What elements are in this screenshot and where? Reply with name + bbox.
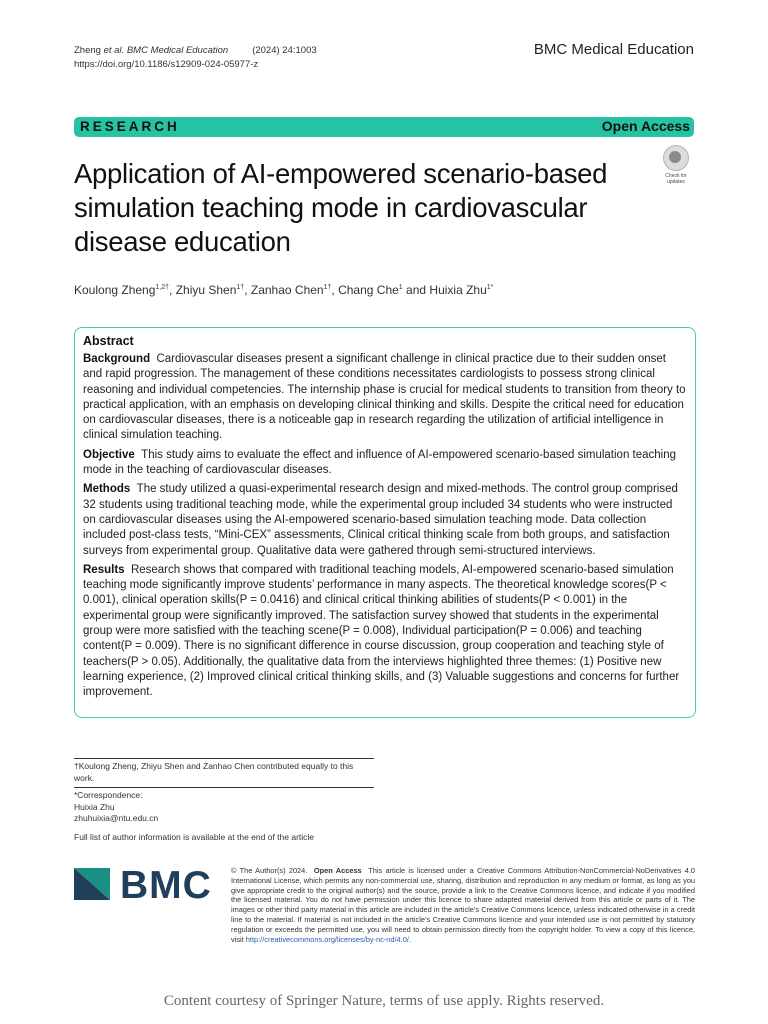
- author-sep: ,: [169, 283, 176, 297]
- author-affil: 1,2†: [155, 284, 170, 291]
- journal-name: BMC Medical Education: [533, 41, 694, 58]
- check-updates-label: Check for updates: [665, 173, 687, 185]
- license-text: [231, 866, 695, 944]
- citation-line: [74, 44, 317, 58]
- author-info-note: Full list of author information is available at the end of the article: [74, 832, 315, 842]
- section-label: RESEARCH: [80, 119, 180, 134]
- abstract-heading: Abstract: [83, 334, 134, 348]
- author-list: [74, 283, 493, 297]
- background-label: Background: [83, 353, 151, 365]
- author-affil: 1†: [323, 284, 332, 291]
- equal-contribution-note: †Koulong Zheng, Zhiyu Shen and Zanhao Chen contributed equally to this work.: [74, 758, 374, 784]
- open-access-label: Open Access: [601, 118, 690, 134]
- author-sep: ,: [244, 283, 251, 297]
- license-link[interactable]: http://creativecommons.org/licenses/by-nc-nd/4.0/: [245, 934, 409, 944]
- abstract-background: [83, 352, 687, 444]
- copyright: © The Author(s) 2024.: [231, 866, 308, 875]
- methods-text: The study utilized a quasi-experimental research design and mixed-methods. The control group comprised 32 students using traditional teaching mode, while the experimental group included 34 students who were instructed on cardiovascular diseases using the AI-empowered scenario-based simulation teaching mode. Data collection included post-class tests, “Mini-CEX” assessments, Clinical critical thinking scale from both groups, and satisfaction surveys from experimental group. Qualitative data were gathered through semi-structured interviews.: [83, 483, 678, 557]
- article-title: Application of AI-empowered scenario-based simulation teaching mode in cardiovascular disease education: [74, 158, 608, 257]
- license-body: This article is licensed under a Creative Commons Attribution-NonCommercial-NoDerivatives 4.0 International License, which permits any non-commercial use, sharing, distribution and reproduction in any medium or format, as long as you give appropriate credit to the original author(s) and the source, provide a link to the Creative Commons licence, and indicate if you modified the licensed material. You do not have permission under this licence to share adapted material derived from this article or parts of it. The images or other third party material in this article are included in the article’s Creative Commons licence, unless indicated otherwise in a credit line to the material. If material is not included in the article’s Creative Commons licence and your intended use is not permitted by statutory regulation or exceeds the permitted use, you will need to obtain permission directly from the copyright holder. To view a copy of this licence, visit: [231, 866, 696, 944]
- citation-block: [74, 44, 317, 72]
- author-name[interactable]: Koulong Zheng: [74, 283, 156, 297]
- bmc-logo: [74, 864, 214, 908]
- bmc-logo-icon: [74, 868, 114, 900]
- check-for-updates-button[interactable]: [657, 145, 695, 185]
- methods-label: Methods: [83, 483, 131, 496]
- citation-author: Zheng: [74, 45, 101, 56]
- author-name[interactable]: Zhiyu Shen: [175, 283, 237, 297]
- author-sep: and: [402, 283, 430, 297]
- bmc-logo-text: BMC: [120, 864, 212, 907]
- abstract-box: [74, 327, 696, 718]
- citation-volume: (2024) 24:1003: [252, 45, 317, 56]
- background-text: Cardiovascular diseases present a significant challenge in clinical practice due to their sudden onset and rapid progression. The management of these conditions necessitates cardiologists to possess strong clinical reasoning and individual competencies. The internship phase is crucial for medical students to transition from theory to practical application, with an emphasis on developing clinical thinking and skills. Despite the critical need for education on cardiovascular diseases, there is a noticeable gap in research regarding the utilization of artificial intelligence in clinical simulation teaching.: [83, 353, 686, 442]
- author-name[interactable]: Zanhao Chen: [250, 283, 324, 297]
- citation-journal: et al. BMC Medical Education: [103, 45, 229, 56]
- license-open-access: Open Access: [313, 866, 362, 875]
- doi-link[interactable]: https://doi.org/10.1186/s12909-024-05977-z: [74, 59, 259, 70]
- abstract-results: [83, 563, 687, 701]
- correspondence-label: *Correspondence:: [74, 790, 143, 800]
- author-name[interactable]: Chang Che: [338, 283, 399, 297]
- author-sep: ,: [331, 283, 339, 297]
- courtesy-notice: Content courtesy of Springer Nature, terms of use apply. Rights reserved.: [163, 993, 605, 1009]
- check-updates-icon: [663, 145, 689, 171]
- author-affil: 1†: [236, 284, 245, 291]
- correspondence-name: Huixia Zhu: [74, 801, 115, 812]
- correspondence-note: [74, 787, 374, 825]
- author-affil: 1: [398, 284, 403, 291]
- objective-label: Objective: [83, 448, 135, 461]
- section-banner: [74, 117, 694, 137]
- abstract-objective: [83, 448, 687, 479]
- objective-text: This study aims to evaluate the effect and influence of AI-empowered scenario-based simulation teaching mode in the teaching of cardiovascular diseases.: [83, 448, 677, 477]
- license-end: .: [408, 934, 411, 944]
- abstract-methods: [83, 482, 687, 558]
- results-text: Research shows that compared with traditional teaching models, AI-empowered scenario-based simulation teaching mode significantly improve students’ performance in many aspects. The theoretical knowledge scores(P < 0.001), clinical operation skills(P = 0.0416) and clinical critical thinking abilities of students(P < 0.001) in the experimental group were significantly improved. The satisfaction survey showed that students in the experimental group were more satisfied with the teaching scene(P = 0.008), Individual participation(P = 0.006) and teaching content(P = 0.009). There is no significant difference in course discussion, group cooperation and teaching style of teachers(P > 0.05). Additionally, the qualitative data from the interviews highlighted three themes: (1) Positive new learning experience, (2) Improved clinical critical thinking skills, and (3) Valuable suggestions and concerns for further improvement.: [83, 563, 680, 699]
- author-name[interactable]: Huixia Zhu: [429, 283, 487, 297]
- author-affil: 1*: [486, 284, 494, 291]
- results-label: Results: [83, 563, 125, 576]
- correspondence-email[interactable]: zhuhuixia@ntu.edu.cn: [74, 813, 159, 823]
